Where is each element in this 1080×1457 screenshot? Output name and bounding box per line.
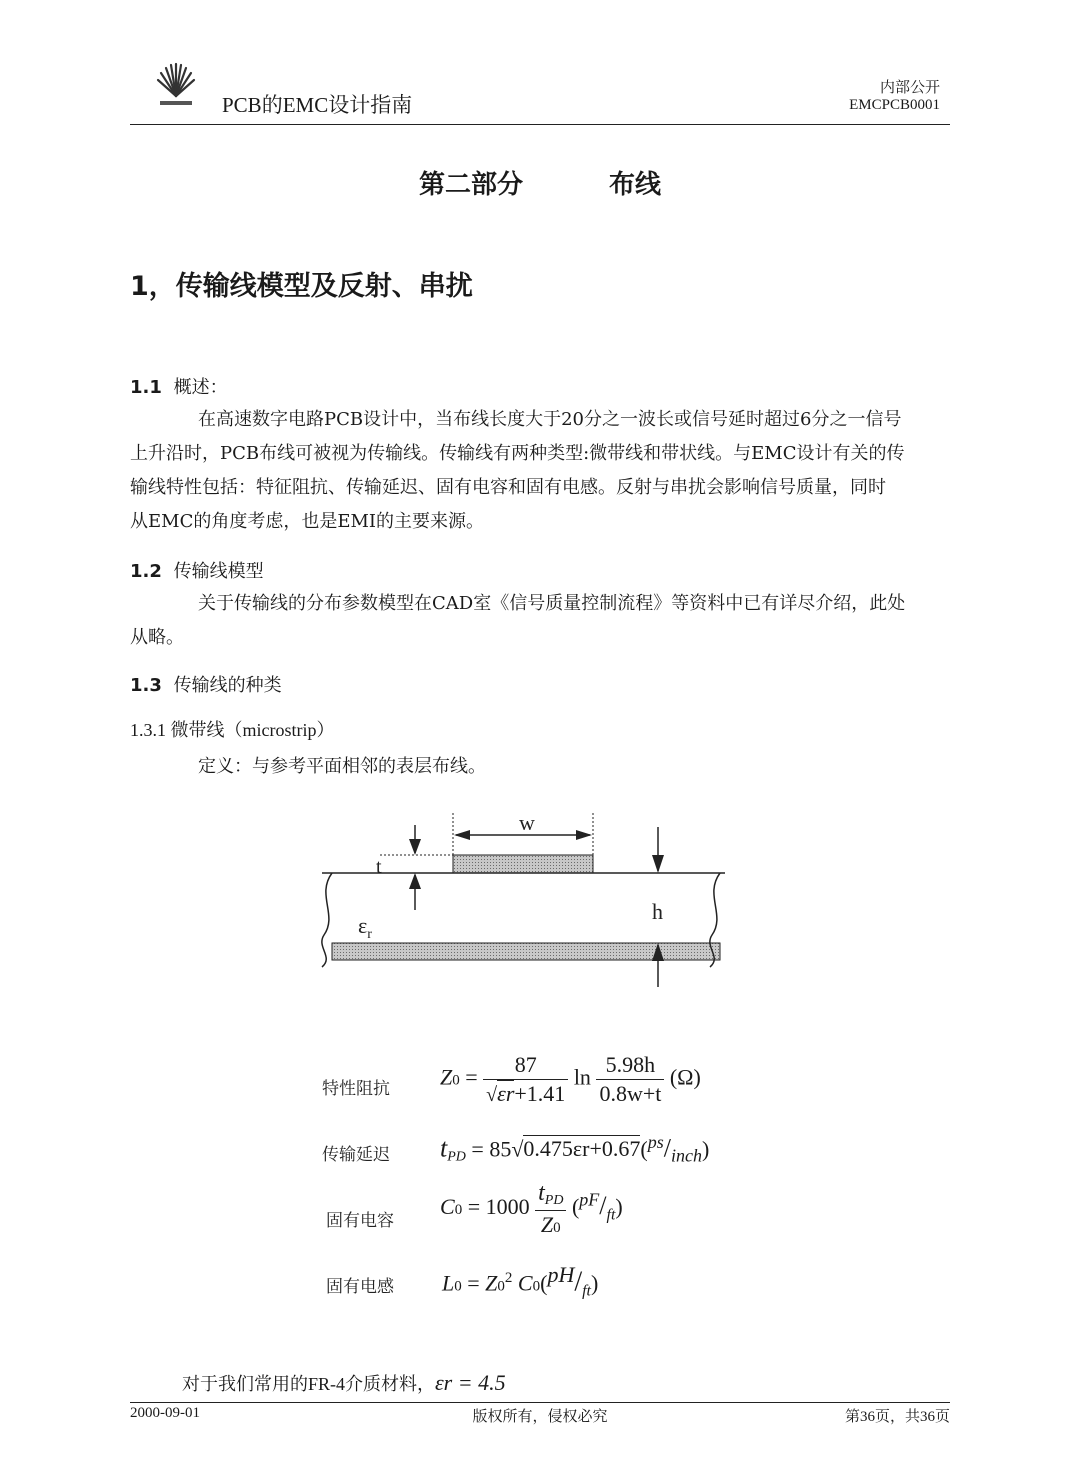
formula-inductance: $L0 = Z0^2$ $C0(^{pH}/_{ft})$ bbox=[442, 1262, 599, 1300]
formula-label-delay: 传输延迟 bbox=[322, 1145, 390, 1165]
section-number: 1.1 bbox=[130, 377, 162, 398]
part-name: 布线 bbox=[609, 170, 662, 200]
trace-conductor bbox=[453, 855, 593, 873]
header-title: PCB的EMC设计指南 bbox=[222, 93, 413, 117]
section-number: 1.3 bbox=[130, 675, 162, 696]
header-classification: 内部公开 bbox=[879, 78, 940, 96]
section-number: 1.2 bbox=[130, 561, 162, 582]
chapter-title: 1，传输线模型及反射、串扰 bbox=[130, 271, 473, 302]
fraction: $\frac{t_{PD}}{Z0}$ bbox=[535, 1180, 566, 1238]
header-rule bbox=[130, 124, 950, 125]
footer-date: 2000-09-01 bbox=[130, 1405, 200, 1421]
paragraph-line: 输线特性包括：特征阻抗、传输延迟、固有电容和固有电感。反射与串扰会影响信号质量，同时 bbox=[130, 477, 886, 498]
logo-icon bbox=[150, 60, 202, 110]
paragraph-line: 关于传输线的分布参数模型在CAD室《信号质量控制流程》等资料中已有详尽介绍，此处 bbox=[198, 593, 906, 614]
microstrip-diagram bbox=[310, 805, 740, 1000]
paragraph-1-2 bbox=[130, 587, 950, 655]
subsection-heading-1-3-1: 1.3.1 微带线（microstrip） bbox=[130, 720, 335, 740]
paragraph-1-1 bbox=[130, 403, 950, 539]
footer-page: 第36页，共36页 bbox=[844, 1409, 950, 1425]
paragraph-line: 在高速数字电路PCB设计中，当布线长度大于20分之一波长或信号延时超过6分之一信号 bbox=[198, 409, 902, 430]
footer-rule bbox=[130, 1402, 950, 1403]
paragraph-line: 上升沿时，PCB布线可被视为传输线。传输线有两种类型:微带线和带状线。与EMC设计有关的传 bbox=[130, 443, 905, 464]
section-heading-1-1 bbox=[130, 373, 228, 399]
footer-copyright: 版权所有，侵权必究 bbox=[472, 1409, 608, 1425]
part-number: 第二部分 bbox=[418, 170, 523, 200]
formula-delay: $t_{PD} = 85√0.475\varepsilon r+0.67(^{ps}/_{inch})$ bbox=[440, 1132, 710, 1166]
section-heading-1-2 bbox=[130, 557, 264, 583]
formula-impedance: Z0 = $\frac{87}{√\varepsilon r+1.41}$ ln $\frac{5.98h}{0.8w+t}$ (Ω) bbox=[440, 1052, 701, 1106]
label-w: w bbox=[519, 810, 535, 835]
paragraph-line: 从略。 bbox=[130, 627, 184, 648]
header-doc-number: EMCPCB0001 bbox=[849, 97, 940, 113]
formula-label-capacitance: 固有电容 bbox=[326, 1211, 394, 1231]
paragraph-line: 从EMC的角度考虑，也是EMI的主要来源。 bbox=[130, 511, 485, 532]
part-title bbox=[0, 164, 1080, 201]
section-title: 概述： bbox=[173, 377, 228, 398]
fraction: $\frac{5.98h}{0.8w+t}$ bbox=[596, 1052, 664, 1107]
fraction: $\frac{87}{√\varepsilon r+1.41}$ bbox=[483, 1052, 568, 1107]
formula-label-inductance: 固有电感 bbox=[326, 1277, 394, 1297]
closing-line bbox=[182, 1370, 506, 1396]
section-title: 传输线模型 bbox=[173, 561, 264, 582]
company-logo bbox=[150, 60, 202, 110]
label-epsilon: $\varepsilon_r$ bbox=[358, 913, 372, 942]
formula-capacitance: C0 = 1000 $\frac{t_{PD}}{Z0}$ $(^{pF}/_{ft})$ bbox=[440, 1180, 623, 1237]
closing-value: εr = 4.5 bbox=[435, 1370, 506, 1395]
formula-label-impedance: 特性阻抗 bbox=[322, 1079, 390, 1099]
label-h: h bbox=[652, 899, 663, 924]
definition-line: 定义：与参考平面相邻的表层布线。 bbox=[198, 756, 486, 776]
section-heading-1-3 bbox=[130, 671, 282, 697]
label-t: t bbox=[376, 856, 382, 878]
section-title: 传输线的种类 bbox=[173, 675, 282, 696]
closing-text: 对于我们常用的FR-4介质材料， bbox=[182, 1374, 436, 1394]
